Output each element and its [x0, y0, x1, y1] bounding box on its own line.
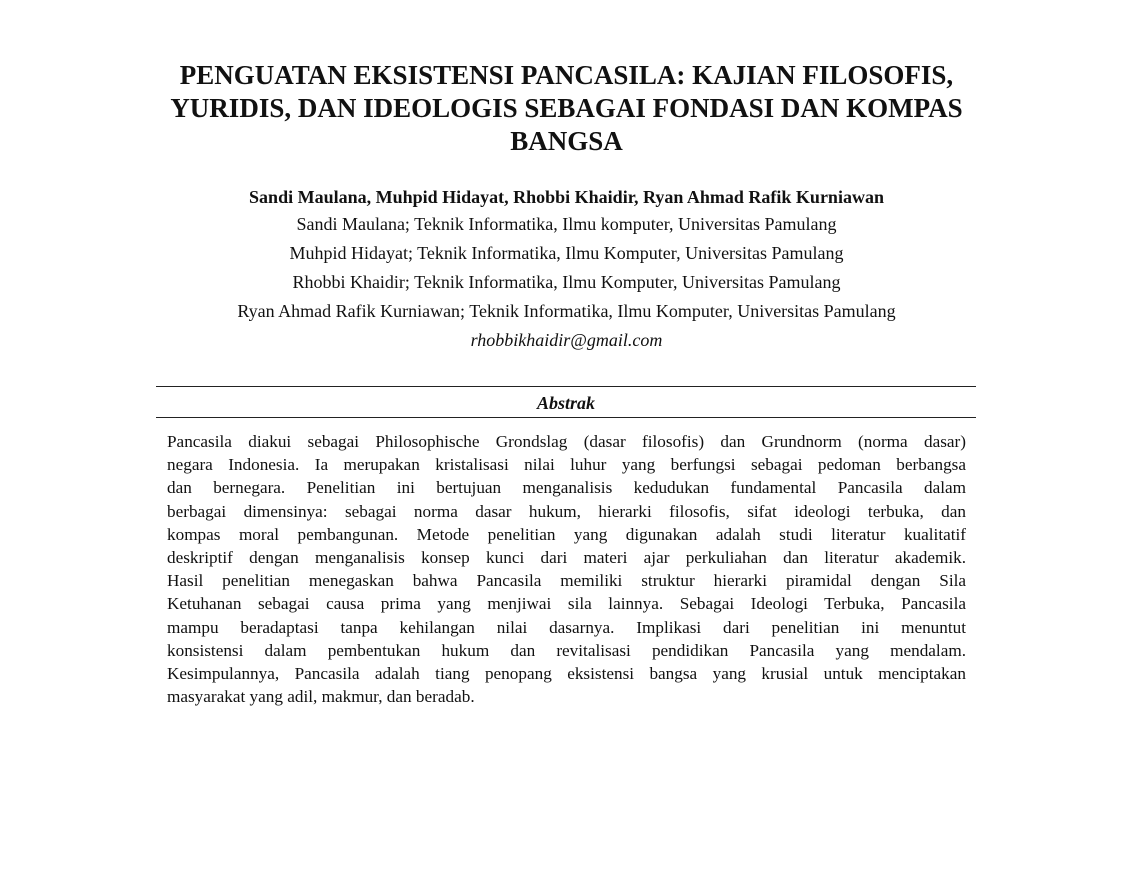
affiliation-line: Muhpid Hidayat; Teknik Informatika, Ilmu Komputer, Universitas Pamulang: [289, 243, 844, 263]
title-line: BANGSA: [510, 126, 623, 156]
abstract-line: mampu beradaptasi tanpa kehilangan nilai dasarnya. Implikasi dari penelitian ini menuntut: [167, 617, 966, 637]
abstract-line: Kesimpulannya, Pancasila adalah tiang penopang eksistensi bangsa yang krusial untuk menciptakan: [167, 664, 966, 684]
abstract-line: masyarakat yang adil, makmur, dan beradab.: [167, 687, 475, 707]
author-names: Sandi Maulana, Muhpid Hidayat, Rhobbi Khaidir, Ryan Ahmad Rafik Kurniawan: [249, 187, 884, 207]
affiliation-line: Sandi Maulana; Teknik Informatika, Ilmu komputer, Universitas Pamulang: [296, 214, 837, 234]
title-line: PENGUATAN EKSISTENSI PANCASILA: KAJIAN FILOSOFIS,: [179, 60, 954, 90]
affiliation-line: Ryan Ahmad Rafik Kurniawan; Teknik Informatika, Ilmu Komputer, Universitas Pamulang: [237, 301, 896, 321]
abstract-line: berbagai dimensinya: sebagai norma dasar hukum, hierarki filosofis, sifat ideologi terbuka, dan: [167, 501, 966, 521]
affiliation-line: Rhobbi Khaidir; Teknik Informatika, Ilmu Komputer, Universitas Pamulang: [292, 272, 841, 292]
abstract-line: kompas moral pembangunan. Metode penelitian yang digunakan adalah studi literatur kualitatif: [167, 524, 966, 544]
abstract-line: dan bernegara. Penelitian ini bertujuan menganalisis kedudukan fundamental Pancasila dalam: [167, 478, 966, 498]
abstract-line: Ketuhanan sebagai causa prima yang menjiwai sila lainnya. Sebagai Ideologi Terbuka, Pancasila: [167, 594, 966, 614]
author-block: [120, 185, 1013, 355]
abstract-text: [167, 430, 966, 708]
abstract-line: Pancasila diakui sebagai Philosophische Grondslag (dasar filosofis) dan Grundnorm (norma dasar): [167, 432, 966, 451]
abstract-line: deskriptif dengan menganalisis konsep kunci dari materi ajar perkuliahan dan literatur akademik.: [167, 548, 966, 568]
abstract-line: konsistensi dalam pembentukan hukum dan revitalisasi pendidikan Pancasila yang mendalam.: [167, 640, 966, 660]
paper-title: [120, 59, 1013, 158]
contact-email[interactable]: rhobbikhaidir@gmail.com: [470, 330, 663, 350]
title-line: YURIDIS, DAN IDEOLOGIS SEBAGAI FONDASI DAN KOMPAS: [170, 93, 963, 123]
abstract-line: Hasil penelitian menegaskan bahwa Pancasila memiliki struktur hierarki piramidal dengan Sila: [167, 571, 966, 591]
abstract-line: negara Indonesia. Ia merupakan kristalisasi nilai luhur yang berfungsi sebagai pedoman berbangsa: [167, 455, 966, 475]
abstract-heading: Abstrak: [156, 386, 976, 418]
